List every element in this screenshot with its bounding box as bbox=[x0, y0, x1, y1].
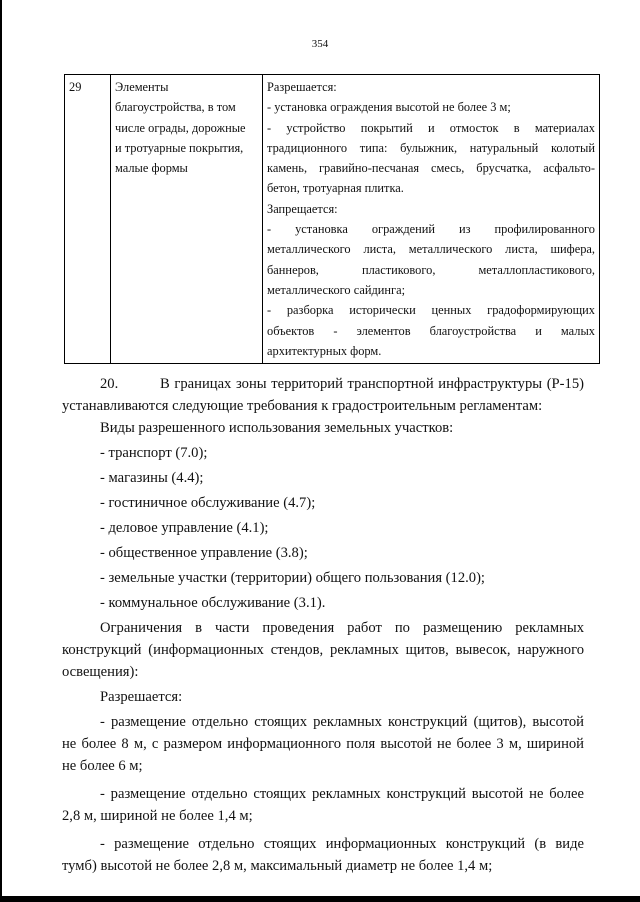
rules-line: - устройство покрытий и отмосток в материалах bbox=[267, 120, 595, 135]
uses-heading: Виды разрешенного использования земельных участков: bbox=[100, 420, 454, 436]
section-intro-text: В границах зоны территорий транспортной инфраструктуры (Р-15) bbox=[160, 376, 584, 392]
list-item: - общественное управление (3.8); bbox=[100, 545, 308, 561]
rules-line: металлического сайдинга; bbox=[267, 282, 406, 297]
row-number-cell bbox=[65, 75, 111, 364]
ads-paragraph-line: конструкций (информационных стендов, рекламных щитов, вывесок, наружного bbox=[62, 642, 584, 658]
list-item: - транспорт (7.0); bbox=[100, 445, 208, 461]
rules-line: - установка ограждения высотой не более 3 м; bbox=[267, 100, 511, 115]
list-item: - земельные участки (территории) общего пользования (12.0); bbox=[100, 570, 485, 586]
rules-line: объектов - элементов благоустройства и малых bbox=[267, 323, 595, 338]
ads-paragraph-line: Ограничения в части проведения работ по размещению рекламных bbox=[100, 620, 584, 636]
rules-line: - разборка исторически ценных градоформирующих bbox=[267, 303, 595, 318]
ad-item-line: - размещение отдельно стоящих рекламных конструкций (щитов), высотой bbox=[100, 714, 584, 730]
section-intro-line: устанавливаются следующие требования к градостроительным регламентам: bbox=[62, 398, 543, 414]
ad-item-line: тумб) высотой не более 2,8 м, максимальный диаметр не более 1,4 м; bbox=[62, 858, 493, 874]
ad-item-line: 2,8 м, шириной не более 1,4 м; bbox=[62, 808, 253, 824]
rules-allowed-heading: Разрешается: bbox=[267, 80, 337, 94]
rules-cell bbox=[263, 75, 600, 364]
object-line: и тротуарные покрытия, bbox=[115, 140, 244, 155]
ad-item-line: не более 8 м, с размером информационного поля высотой не более 3 м, шириной bbox=[62, 736, 584, 752]
regulations-table bbox=[64, 74, 600, 364]
row-number: 29 bbox=[69, 80, 82, 94]
rules-line: камень, гравийно-песчаная смесь, брусчатка, асфальто- bbox=[267, 161, 595, 176]
object-line: благоустройства, в том bbox=[115, 100, 236, 115]
rules-line: баннеров, пластикового, металлопластикового, bbox=[267, 262, 595, 277]
object-line: Элементы bbox=[115, 80, 169, 94]
rules-line: металлического листа, металлического листа, шифера, bbox=[267, 242, 595, 257]
ad-item-line: не более 6 м; bbox=[62, 758, 143, 774]
ad-item-line: - размещение отдельно стоящих рекламных конструкций высотой не более bbox=[100, 786, 584, 802]
page-number: 354 bbox=[311, 38, 329, 50]
rules-line: бетон, тротуарная плитка. bbox=[267, 181, 404, 196]
object-cell bbox=[111, 75, 263, 364]
section-number: 20. bbox=[100, 376, 119, 392]
document-body bbox=[62, 373, 584, 877]
ads-paragraph-line: освещения): bbox=[62, 664, 139, 680]
allowed-label: Разрешается: bbox=[100, 689, 183, 705]
scan-bottom-edge bbox=[0, 896, 640, 902]
table-row bbox=[65, 75, 600, 364]
rules-line: - установка ограждений из профилированного bbox=[267, 222, 595, 237]
rules-forbidden-heading: Запрещается: bbox=[267, 201, 338, 216]
scan-left-edge bbox=[0, 0, 2, 902]
list-item: - коммунальное обслуживание (3.1). bbox=[100, 595, 326, 611]
object-line: числе ограды, дорожные bbox=[115, 120, 246, 135]
rules-line: традиционного типа: булыжник, натуральный колотый bbox=[267, 140, 595, 155]
ad-item-line: - размещение отдельно стоящих информационных конструкций (в виде bbox=[100, 836, 584, 852]
section-intro-line bbox=[62, 373, 584, 395]
list-item: - гостиничное обслуживание (4.7); bbox=[100, 495, 316, 511]
list-item: - магазины (4.4); bbox=[100, 470, 204, 486]
list-item: - деловое управление (4.1); bbox=[100, 520, 269, 536]
object-line: малые формы bbox=[115, 161, 188, 176]
rules-line: архитектурных форм. bbox=[267, 343, 382, 358]
